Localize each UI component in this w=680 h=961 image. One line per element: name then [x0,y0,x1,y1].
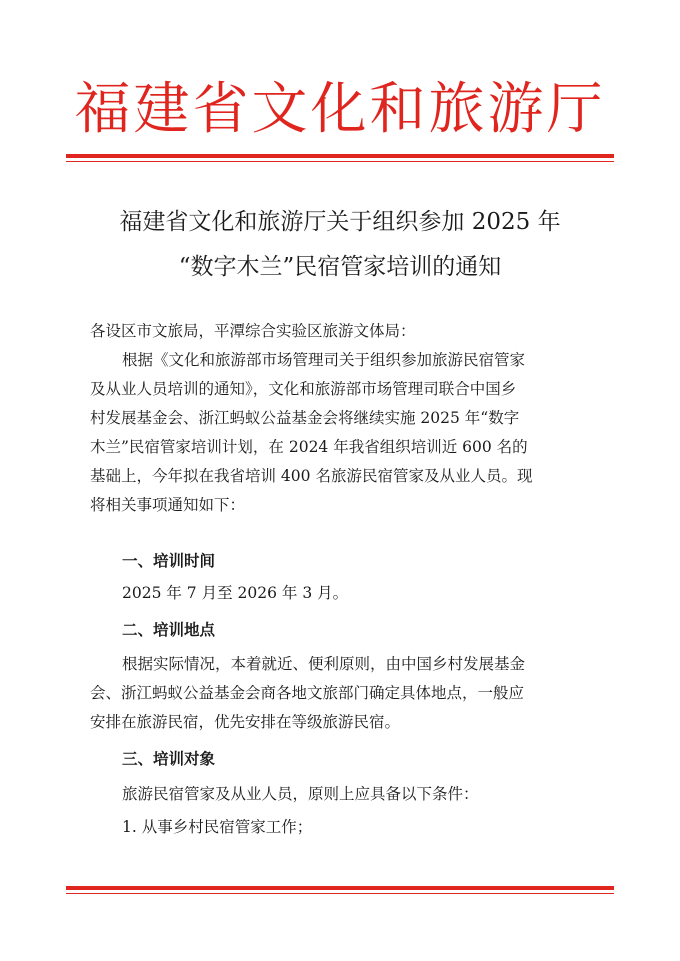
section-heading-training-target: 三、培训对象 [122,750,216,768]
training-time-text: 2025 年 7 月至 2026 年 3 月。 [122,584,349,602]
intro-line: 木兰”民宿管家培训计划，在 2024 年我省组织培训近 600 名的 [90,438,528,456]
salutation: 各设区市文旅局，平潭综合实验区旅游文体局： [90,322,416,340]
footer-rule-thin [66,893,614,894]
notice-title-line-1: 福建省文化和旅游厅关于组织参加 2025 年 [119,209,561,235]
intro-line: 根据《文化和旅游部市场管理司关于组织参加旅游民宿管家 [122,351,526,369]
masthead-rule-thin [66,161,614,162]
intro-line: 及从业人员培训的通知》，文化和旅游部市场管理司联合中国乡 [90,380,517,398]
target-text: 旅游民宿管家及从业人员，原则上应具备以下条件： [122,785,479,803]
masthead-rule-thick [66,154,614,158]
section-heading-training-location: 二、培训地点 [122,621,216,639]
location-line: 根据实际情况，本着就近、便利原则，由中国乡村发展基金 [122,655,526,673]
notice-title-line-2: “数字木兰”民宿管家培训的通知 [178,254,502,280]
footer-rule-thick [66,886,614,890]
location-line: 安排在旅游民宿，优先安排在等级旅游民宿。 [90,713,401,731]
masthead-org-name: 福建省文化和旅游厅 [74,77,606,142]
section-heading-training-time: 一、培训时间 [122,552,216,570]
condition-item-1: 1. 从事乡村民宿管家工作； [122,818,313,836]
location-line: 会、浙江蚂蚁公益基金会商各地文旅部门确定具体地点，一般应 [90,684,525,702]
intro-line: 将相关事项通知如下： [90,496,246,514]
intro-line: 基础上，今年拟在我省培训 400 名旅游民宿管家及从业人员。现 [90,467,533,485]
intro-line: 村发展基金会、浙江蚂蚁公益基金会将继续实施 2025 年“数字 [90,409,520,427]
